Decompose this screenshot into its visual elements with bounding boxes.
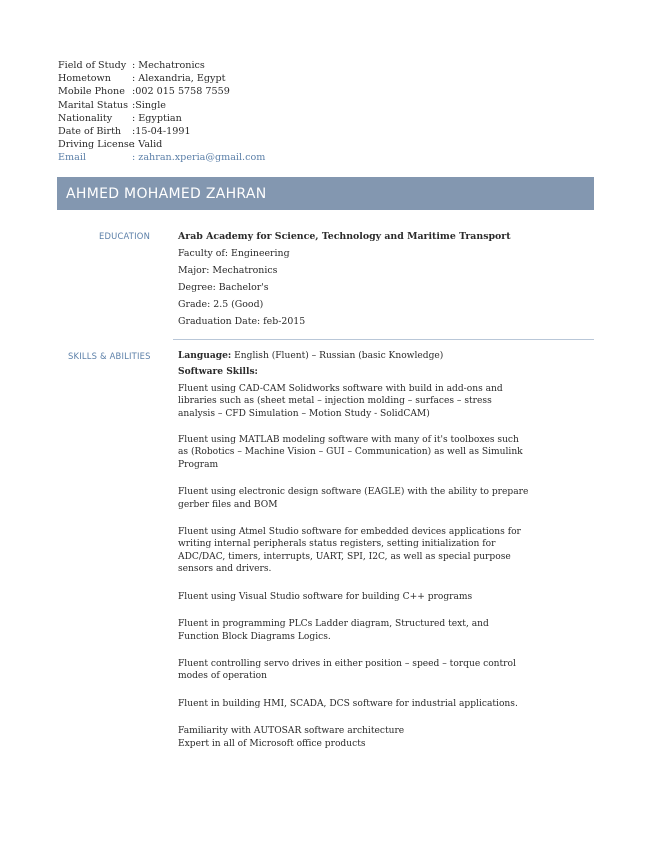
- skill-item: [178, 618, 523, 643]
- education-institution: Arab Academy for Science, Technology and Maritime Transport: [178, 231, 511, 242]
- skill-text-line: libraries such as (sheet metal – injection molding – surfaces – stress: [178, 396, 492, 407]
- info-value: : Egyptian: [132, 112, 182, 124]
- skill-item: [178, 698, 523, 710]
- info-label: Email: [58, 152, 86, 164]
- education-major: Major: Mechatronics: [178, 265, 278, 276]
- software-skills-label: Software Skills:: [178, 366, 258, 378]
- skill-text-line: Fluent using electronic design software (EAGLE) with the ability to prepare: [178, 487, 529, 498]
- info-row-mobile-phone: [58, 85, 265, 98]
- info-label: Driving License: [58, 139, 135, 151]
- skill-text-line: modes of operation: [178, 671, 267, 682]
- info-value: : Alexandria, Egypt: [132, 73, 226, 85]
- info-label: Date of Birth: [58, 126, 122, 138]
- info-label: Nationality: [58, 112, 113, 124]
- language-value: English (Fluent) – Russian (basic Knowledge): [231, 351, 444, 361]
- skill-item: [178, 658, 523, 683]
- info-value: : Mechatronics: [132, 60, 205, 71]
- candidate-name: AHMED MOHAMED ZAHRAN: [66, 185, 267, 202]
- skill-text-line: gerber files and BOM: [178, 499, 278, 510]
- skill-item: [178, 383, 523, 420]
- skill-text-line: Fluent using CAD-CAM Solidworks software with build in add-ons and: [178, 383, 503, 394]
- skill-text-line: Fluent controlling servo drives in either position – speed – torque control: [178, 658, 516, 669]
- education-degree: Degree: Bachelor's: [178, 282, 269, 293]
- skill-text-line: Fluent using Atmel Studio software for embedded devices applications for: [178, 527, 521, 538]
- skill-text-line: ADC/DAC, timers, interrupts, UART, SPI, I2C, as well as special purpose: [178, 551, 511, 562]
- skill-text-line: as (Robotics – Machine Vision – GUI – Communication) as well as Simulink: [178, 447, 523, 458]
- skill-item: [178, 486, 529, 511]
- skill-item: [178, 591, 523, 603]
- info-row-field-of-study: [58, 59, 265, 72]
- education-section: [178, 230, 511, 332]
- skill-text-line: Fluent using Visual Studio software for building C++ programs: [178, 591, 473, 602]
- education-faculty: Faculty of: Engineering: [178, 248, 290, 259]
- personal-info: [58, 59, 265, 165]
- info-row-email: [58, 151, 265, 164]
- info-value: :Single: [132, 99, 166, 111]
- info-value: :15-04-1991: [132, 126, 191, 138]
- skill-text-line: analysis – CFD Simulation – Motion Study - SolidCAM): [178, 408, 430, 419]
- info-row-marital-status: [58, 99, 265, 112]
- info-row-date-of-birth: [58, 125, 265, 138]
- skills-section: [178, 350, 529, 750]
- skill-text-line: Fluent in programming PLCs Ladder diagram, Structured text, and: [178, 619, 489, 630]
- language-label: Language:: [178, 350, 232, 361]
- skill-item: [178, 725, 523, 750]
- skill-item: [178, 526, 523, 576]
- info-label: Mobile Phone: [58, 86, 125, 98]
- name-banner: [57, 177, 594, 210]
- skill-text-line: writing internal peripherals status registers, setting initialization for: [178, 539, 496, 550]
- info-label: Hometown: [58, 73, 111, 85]
- education-graduation-date: Graduation Date: feb-2015: [178, 316, 306, 327]
- info-row-hometown: [58, 72, 265, 85]
- skill-text-line: Expert in all of Microsoft office products: [178, 738, 366, 749]
- education-heading: EDUCATION: [99, 231, 151, 241]
- skill-text-line: Function Block Diagrams Logics.: [178, 631, 331, 642]
- skill-text-line: Fluent using MATLAB modeling software with many of it's toolboxes such: [178, 435, 519, 446]
- education-grade: Grade: 2.5 (Good): [178, 299, 264, 310]
- info-value: :002 015 5758 7559: [132, 86, 230, 98]
- info-label: Field of Study: [58, 60, 127, 71]
- info-row-driving-license: [58, 138, 265, 151]
- email-link[interactable]: : zahran.xperia@gmail.com: [132, 152, 266, 164]
- software-skills-list: [178, 383, 529, 750]
- language-line: [178, 350, 523, 362]
- skill-text-line: Program: [178, 459, 219, 470]
- info-value: : Valid: [132, 139, 163, 151]
- info-row-nationality: [58, 112, 265, 125]
- skill-text-line: sensors and drivers.: [178, 564, 272, 575]
- skill-text-line: Fluent in building HMI, SCADA, DCS software for industrial applications.: [178, 698, 518, 709]
- section-divider: [173, 339, 594, 340]
- skills-heading: SKILLS & ABILITIES: [68, 351, 151, 361]
- skill-text-line: Familiarity with AUTOSAR software architecture: [178, 726, 405, 737]
- skill-item: [178, 434, 523, 471]
- info-label: Marital Status: [58, 99, 128, 111]
